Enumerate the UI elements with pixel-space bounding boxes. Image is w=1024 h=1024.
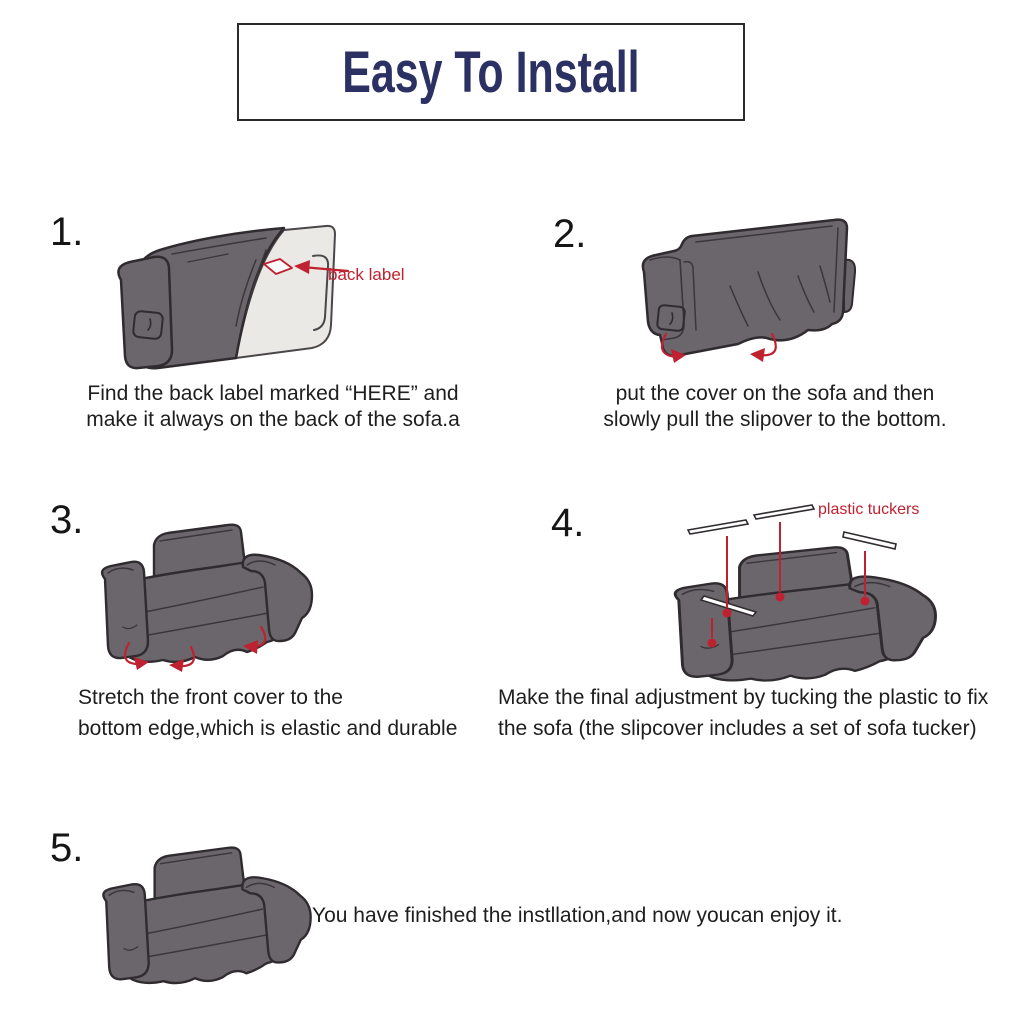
step3-sofa-illustration [85,515,325,675]
covered-sofa [643,220,847,356]
page-title: Easy To Install [342,39,640,105]
plastic-tuckers-annotation: plastic tuckers [818,501,920,518]
step3-caption [78,682,498,744]
step2-number: 2. [553,212,587,256]
step2-caption [575,381,975,433]
step4-caption-line2: the sofa (the slipcover includes a set of sofa tucker) [498,717,977,740]
step1-caption-line2: make it always on the back of the sofa.a [86,408,460,431]
step4-number: 4. [551,501,585,545]
plastic-tucker-strip [843,532,896,549]
step5-number: 5. [50,826,84,870]
step2-caption-line2: slowly pull the slipover to the bottom. [603,408,947,431]
step2-sofa-illustration [608,214,918,382]
plastic-tucker-strip [754,505,814,519]
step5-caption [312,903,912,929]
step5-sofa-illustration [85,838,325,996]
back-label-annotation: back label [328,265,405,284]
step2-caption-line1: put the cover on the sofa and then [615,382,935,405]
step5-caption-line1: You have finished the instllation,and now youcan enjoy it. [312,904,843,927]
step1-caption [72,381,474,433]
step4-sofa-illustration [628,496,958,696]
step4-caption [498,682,994,744]
step3-caption-line1: Stretch the front cover to the [78,686,343,709]
title-box [237,23,745,121]
step4-caption-line1: Make the final adjustment by tucking the plastic to fix [498,686,989,709]
step3-caption-line2: bottom edge,which is elastic and durable [78,717,458,740]
plastic-tucker-strip [688,520,748,534]
step1-caption-line1: Find the back label marked “HERE” and [87,382,459,405]
step1-number: 1. [50,210,84,254]
step1-sofa-illustration [88,222,403,384]
step3-number: 3. [50,498,84,542]
